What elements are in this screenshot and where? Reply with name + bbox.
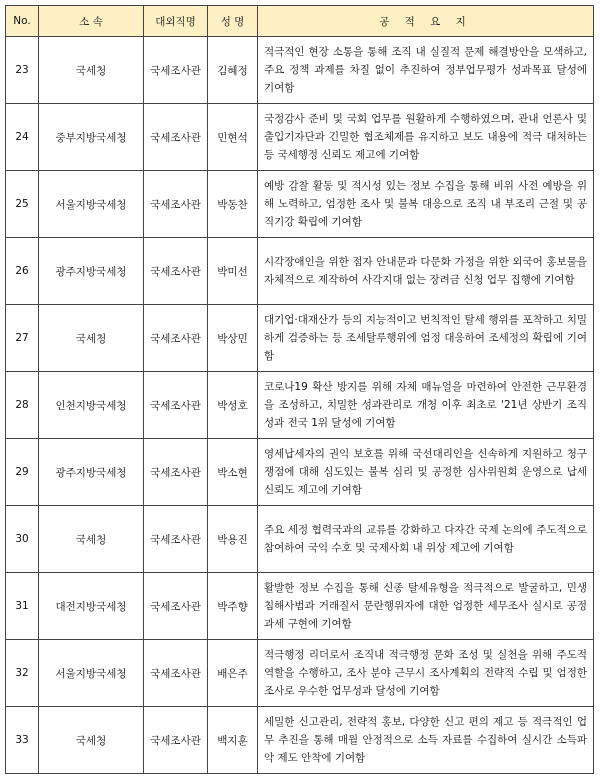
cell-title: 국세조사관	[144, 640, 208, 707]
cell-title: 국세조사관	[144, 573, 208, 640]
cell-no: 24	[6, 104, 39, 171]
cell-no: 28	[6, 372, 39, 439]
header-title: 대외직명	[144, 6, 208, 37]
cell-org: 인천지방국세청	[39, 372, 144, 439]
cell-achievement: 시각장애인을 위한 점자 안내문과 다문화 가정을 위한 외국어 홍보물을 자체적으로 제작하여 사각지대 없는 장려금 신청 업무 집행에 기여함	[258, 238, 594, 305]
cell-no: 29	[6, 439, 39, 506]
table-row	[6, 707, 594, 774]
cell-no: 31	[6, 573, 39, 640]
cell-no: 25	[6, 171, 39, 238]
cell-name: 박용진	[208, 506, 258, 573]
cell-achievement: 영세납세자의 권익 보호를 위해 국선대리인을 신속하게 지원하고 청구 쟁점에 대해 심도있는 불복 심리 및 공정한 심사위원회 운영으로 납세신뢰도 제고에 기여함	[258, 439, 594, 506]
table-header	[6, 6, 594, 37]
cell-achievement: 주요 세정 협력국과의 교류를 강화하고 다자간 국제 논의에 주도적으로 참여하여 국익 수호 및 국제사회 내 위상 제고에 기여함	[258, 506, 594, 573]
cell-org: 광주지방국세청	[39, 238, 144, 305]
cell-org: 국세청	[39, 506, 144, 573]
table-row	[6, 640, 594, 707]
table-row	[6, 506, 594, 573]
cell-name: 박성호	[208, 372, 258, 439]
cell-title: 국세조사관	[144, 439, 208, 506]
cell-name: 김혜정	[208, 37, 258, 104]
cell-name: 박미선	[208, 238, 258, 305]
table-row	[6, 171, 594, 238]
cell-no: 27	[6, 305, 39, 372]
table-row	[6, 104, 594, 171]
cell-no: 23	[6, 37, 39, 104]
cell-org: 서울지방국세청	[39, 640, 144, 707]
cell-name: 박주향	[208, 573, 258, 640]
cell-achievement: 코로나19 확산 방지를 위해 자체 매뉴얼을 마련하여 안전한 근무환경을 조성하고, 치밀한 성과관리로 개청 이후 최초로 '21년 상반기 조직성과 전국 1위 달성에 기여함	[258, 372, 594, 439]
cell-title: 국세조사관	[144, 171, 208, 238]
cell-no: 30	[6, 506, 39, 573]
cell-achievement: 적극행정 리더로서 조직내 적극행정 문화 조성 및 실천을 위해 주도적 역할을 수행하고, 조사 분야 근무시 조사계획의 전략적 수립 및 엄정한 조사로 우수한 업무성과 달성에 기여함	[258, 640, 594, 707]
header-org: 소 속	[39, 6, 144, 37]
table-body	[6, 37, 594, 774]
cell-title: 국세조사관	[144, 506, 208, 573]
cell-title: 국세조사관	[144, 238, 208, 305]
table-row	[6, 573, 594, 640]
cell-org: 중부지방국세청	[39, 104, 144, 171]
cell-org: 서울지방국세청	[39, 171, 144, 238]
header-no: No.	[6, 6, 39, 37]
cell-name: 박상민	[208, 305, 258, 372]
cell-title: 국세조사관	[144, 104, 208, 171]
table-row	[6, 372, 594, 439]
cell-name: 백지훈	[208, 707, 258, 774]
cell-org: 대전지방국세청	[39, 573, 144, 640]
table-row	[6, 37, 594, 104]
header-achievement: 공 적 요 지	[258, 6, 594, 37]
cell-achievement: 국정감사 준비 및 국회 업무를 원활하게 수행하였으며, 관내 언론사 및 출입기자단과 긴밀한 협조체제를 유지하고 보도 내용에 적극 대처하는 등 국세행정 신뢰도 제고에 기여함	[258, 104, 594, 171]
cell-achievement: 대기업·대재산가 등의 지능적이고 번칙적인 탈세 행위를 포착하고 치밀하게 검증하는 등 조세탈루행위에 엄정 대응하여 조세정의 확립에 기여함	[258, 305, 594, 372]
cell-name: 박소현	[208, 439, 258, 506]
cell-no: 33	[6, 707, 39, 774]
cell-name: 박동찬	[208, 171, 258, 238]
cell-achievement: 세밀한 신고관리, 전략적 홍보, 다양한 신고 편의 제고 등 적극적인 업무 추진을 통해 매월 안정적으로 소득 자료를 수집하여 실시간 소득파악 제도 안착에 기여함	[258, 707, 594, 774]
header-row	[6, 6, 594, 37]
cell-title: 국세조사관	[144, 305, 208, 372]
table-row	[6, 305, 594, 372]
cell-org: 국세청	[39, 707, 144, 774]
cell-name: 배은주	[208, 640, 258, 707]
cell-no: 32	[6, 640, 39, 707]
cell-org: 광주지방국세청	[39, 439, 144, 506]
table-row	[6, 439, 594, 506]
cell-org: 국세청	[39, 37, 144, 104]
table-row	[6, 238, 594, 305]
cell-no: 26	[6, 238, 39, 305]
cell-title: 국세조사관	[144, 37, 208, 104]
cell-achievement: 적극적인 현장 소통을 통해 조직 내 실질적 문제 해결방안을 모색하고, 주요 정책 과제를 차질 없이 추진하여 정부업무평가 성과목표 달성에 기여함	[258, 37, 594, 104]
header-name: 성 명	[208, 6, 258, 37]
cell-achievement: 예방 감찰 활동 및 적시성 있는 정보 수집을 통해 비위 사전 예방을 위해 노력하고, 엄정한 조사 및 불복 대응으로 조직 내 부조리 근절 및 공직기강 확립에 기여함	[258, 171, 594, 238]
cell-title: 국세조사관	[144, 707, 208, 774]
awards-table	[5, 5, 594, 774]
cell-name: 민현석	[208, 104, 258, 171]
cell-achievement: 활발한 정보 수집을 통해 신종 탈세유형을 적극적으로 발굴하고, 민생침해사범과 거래질서 문란행위자에 대한 엄정한 세무조사 실시로 공정과세 구현에 기여함	[258, 573, 594, 640]
cell-title: 국세조사관	[144, 372, 208, 439]
cell-org: 국세청	[39, 305, 144, 372]
